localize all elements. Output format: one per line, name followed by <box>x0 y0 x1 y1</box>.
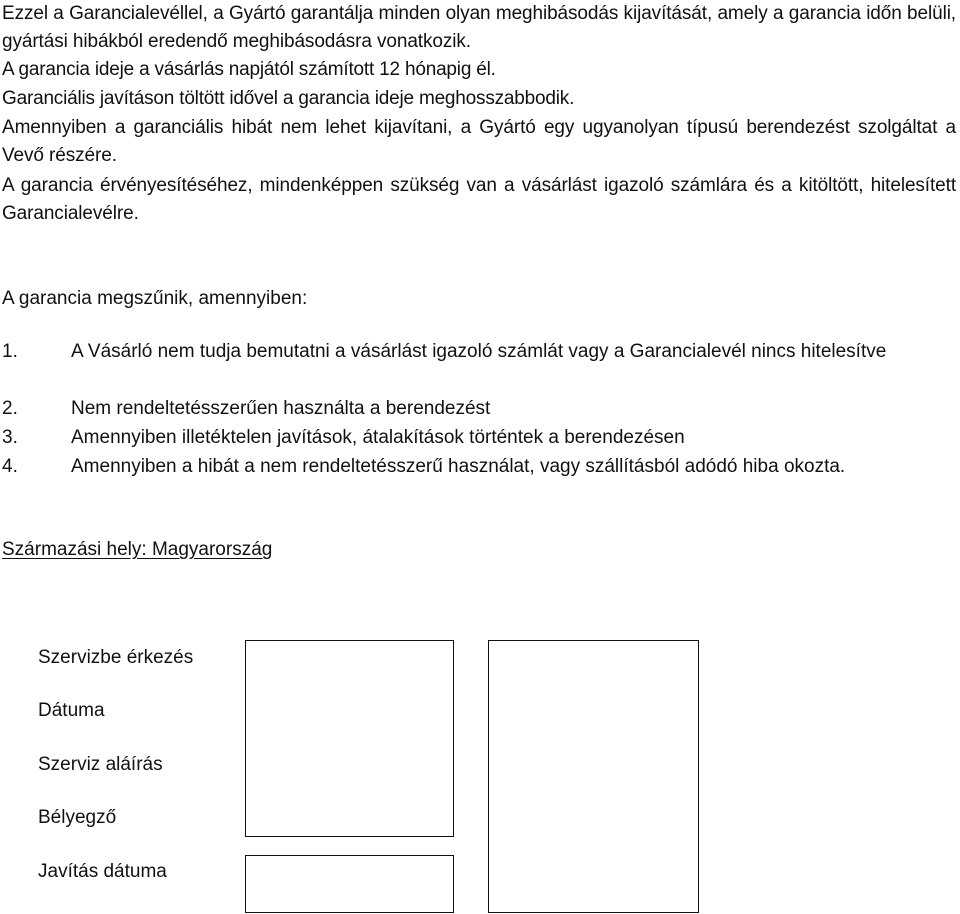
intro-warranty-period: A garancia ideje a vásárlás napjától számított 12 hónapig él. <box>2 59 496 80</box>
intro-warranty-scope: Ezzel a Garancialevéllel, a Gyártó garantálja minden olyan meghibásodás kijavítását, amely a garancia időn belüli, gyártási hibákból eredendő meghibásodásra vonatkozik. <box>2 3 956 52</box>
origin-line: Származási hely: Magyarország <box>2 539 273 560</box>
termination-item-text: Nem rendeltetésszerűen használta a berendezést <box>71 398 491 419</box>
intro-warranty-extension: Garanciális javításon töltött idővel a garancia ideje meghosszabbodik. <box>2 88 575 109</box>
stamp-label: Bélyegző <box>38 807 117 828</box>
stamp-box[interactable] <box>488 640 699 913</box>
service-signature-box[interactable] <box>245 640 454 837</box>
termination-item-number: 2. <box>2 398 18 419</box>
termination-item-number: 1. <box>2 341 18 362</box>
termination-item <box>2 338 956 366</box>
repair-date-box[interactable] <box>245 855 454 913</box>
repair-date-label: Javítás dátuma <box>38 861 167 882</box>
termination-item <box>2 395 956 423</box>
service-signature-label: Szerviz aláírás <box>38 754 163 775</box>
termination-heading: A garancia megszűnik, amennyiben: <box>2 288 308 309</box>
intro-validation-requirement: A garancia érvényesítéséhez, mindenképpen szükség van a vásárlást igazoló számlára és a kitöltött, hitelesített Garancialevélre. <box>2 175 956 224</box>
termination-item-text: A Vásárló nem tudja bemutatni a vásárlást igazoló számlát vagy a Garancialevél nincs hitelesítve <box>71 341 887 362</box>
termination-item-number: 3. <box>2 427 18 448</box>
termination-item-text: Amennyiben illetéktelen javítások, átalakítások történtek a berendezésen <box>71 427 685 448</box>
service-date-label: Dátuma <box>38 700 105 721</box>
termination-item-number: 4. <box>2 456 18 477</box>
service-arrival-label: Szervizbe érkezés <box>38 647 194 668</box>
termination-item <box>2 424 956 452</box>
termination-item <box>2 453 956 481</box>
intro-replacement-clause: Amennyiben a garanciális hibát nem lehet kijavítani, a Gyártó egy ugyanolyan típusú berendezést szolgáltat a Vevő részére. <box>2 117 956 166</box>
termination-item-text: Amennyiben a hibát a nem rendeltetésszerű használat, vagy szállításból adódó hiba okozta. <box>71 456 846 477</box>
